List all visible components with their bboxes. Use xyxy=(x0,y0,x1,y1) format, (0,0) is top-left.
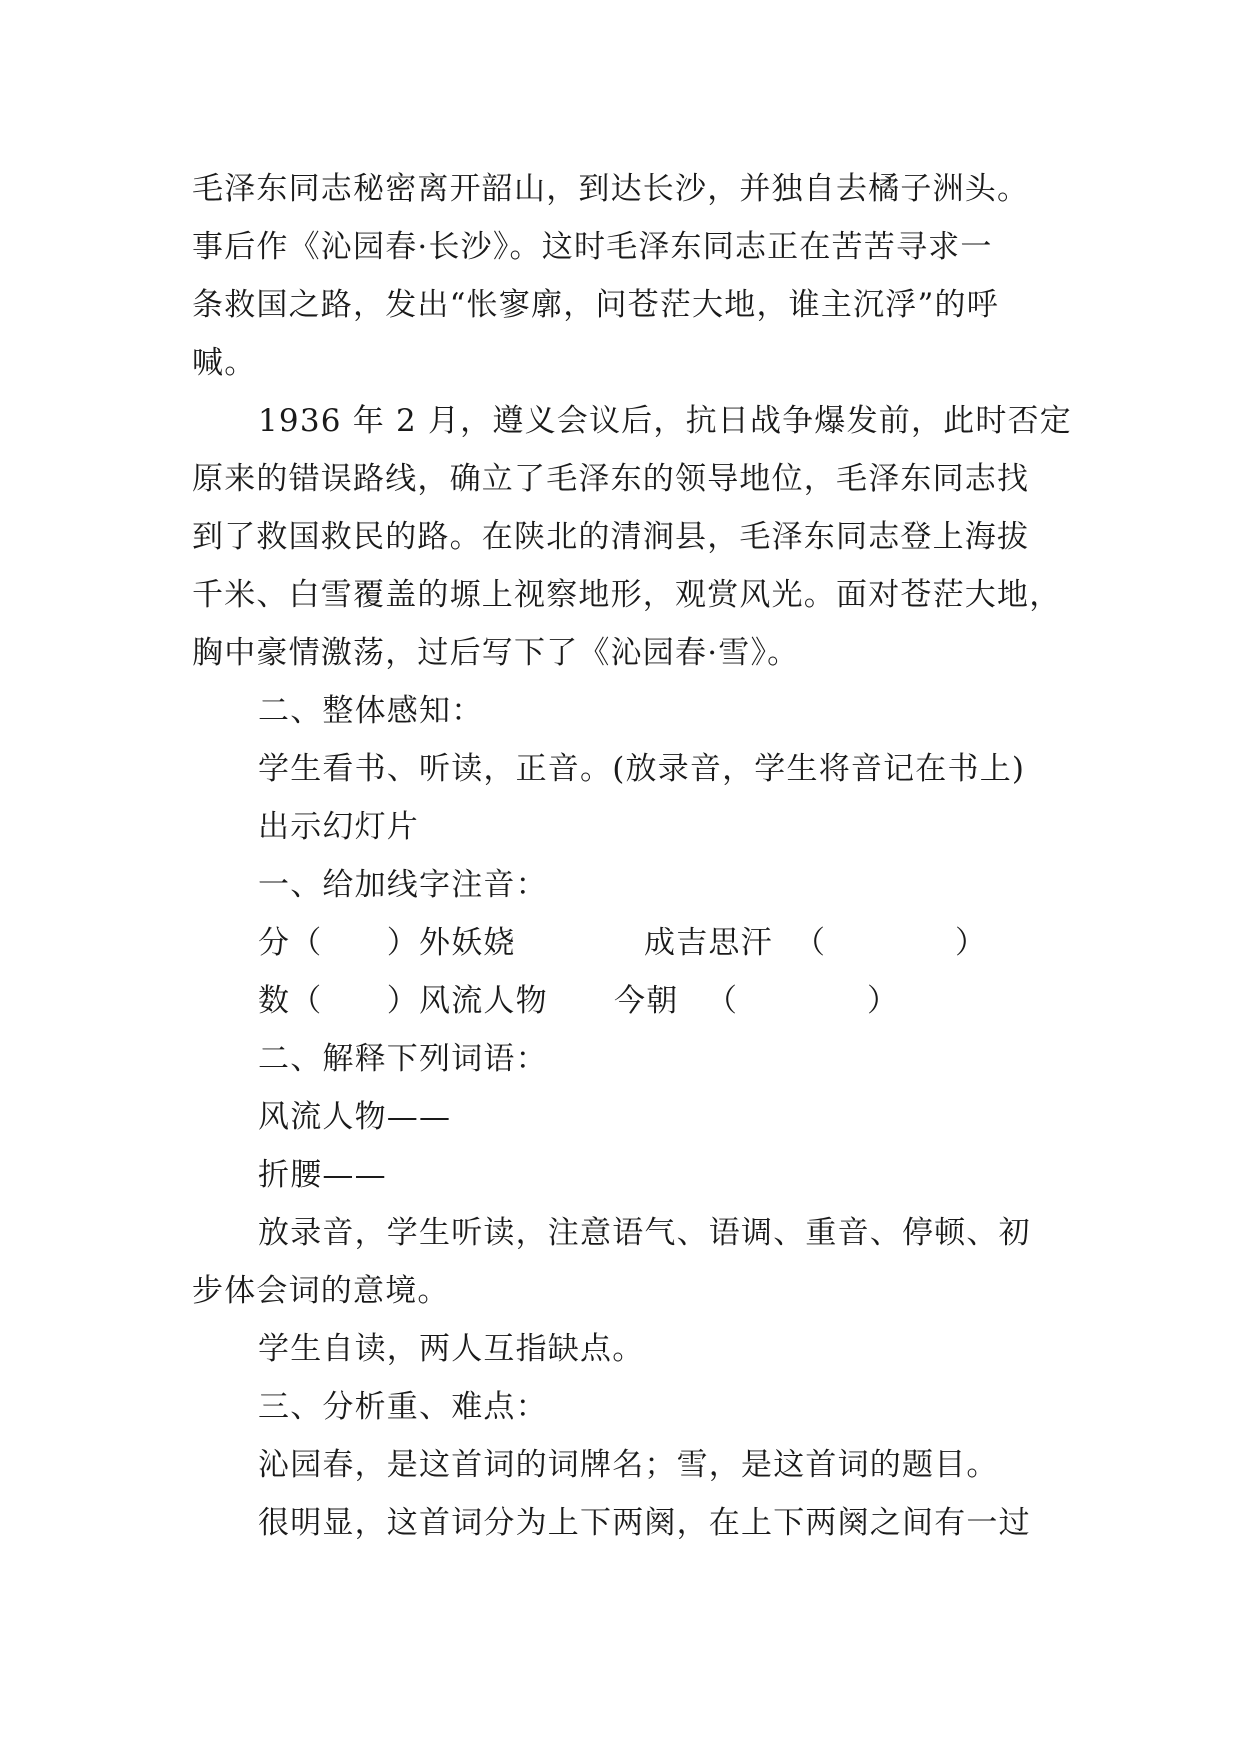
text-line: 胸中豪情激荡，过后写下了《沁园春·雪》。 xyxy=(192,635,800,671)
text-line: 1936 年 2 月，遵义会议后，抗日战争爆发前，此时否定 xyxy=(258,403,1072,439)
text-line: 事后作《沁园春·长沙》。这时毛泽东同志正在苦苦寻求一 xyxy=(192,229,993,265)
definition-item: 折腰—— xyxy=(258,1157,387,1193)
text-line: 条救国之路，发出“怅寥廓，问苍茫大地，谁主沉浮”的呼 xyxy=(192,287,999,323)
answer-blank: （ ） xyxy=(794,925,988,961)
exercise-item: 今朝 xyxy=(614,983,679,1019)
text-line: 喊。 xyxy=(192,345,257,381)
exercise-row-1 xyxy=(192,914,1072,972)
definition-item: 风流人物—— xyxy=(258,1099,452,1135)
section-heading-key-points: 三、分析重、难点： xyxy=(258,1389,548,1425)
section-heading-overall-perception: 二、整体感知： xyxy=(258,693,484,729)
paragraph-play-recording xyxy=(192,1204,1072,1320)
exercise-row-2 xyxy=(192,972,1072,1030)
exercise-item: 数（ ）风流人物 xyxy=(258,983,548,1019)
paragraph-self-reading: 学生自读，两人互指缺点。 xyxy=(258,1331,645,1367)
text-line: 到了救国救民的路。在陕北的清涧县，毛泽东同志登上海拔 xyxy=(192,519,1030,555)
exercise-item: 成吉思汗 xyxy=(644,925,773,961)
document-body xyxy=(192,160,1072,1552)
paragraph-show-slides: 出示幻灯片 xyxy=(258,809,419,845)
paragraph-listen-read: 学生看书、听读，正音。(放录音，学生将音记在书上) xyxy=(258,751,1026,787)
paragraph-background-snow xyxy=(192,392,1072,682)
text-line: 步体会词的意境。 xyxy=(192,1273,450,1309)
paragraph-title-explanation: 沁园春，是这首词的词牌名；雪，是这首词的题目。 xyxy=(258,1447,999,1483)
text-line: 千米、白雪覆盖的塬上视察地形，观赏风光。面对苍茫大地， xyxy=(192,577,1062,613)
exercise-heading-definitions: 二、解释下列词语： xyxy=(258,1041,548,1077)
exercise-item: 分（ ）外妖娆 xyxy=(258,925,516,961)
text-line: 毛泽东同志秘密离开韶山，到达长沙，并独自去橘子洲头。 xyxy=(192,171,1030,207)
paragraph-background-changsha xyxy=(192,160,1072,392)
exercise-heading-pinyin: 一、给加线字注音： xyxy=(258,867,548,903)
paragraph-structure: 很明显，这首词分为上下两阕，在上下两阕之间有一过 xyxy=(258,1505,1031,1541)
text-line: 放录音，学生听读，注意语气、语调、重音、停顿、初 xyxy=(258,1215,1031,1251)
answer-blank: （ ） xyxy=(706,983,900,1019)
text-line: 原来的错误路线，确立了毛泽东的领导地位，毛泽东同志找 xyxy=(192,461,1030,497)
